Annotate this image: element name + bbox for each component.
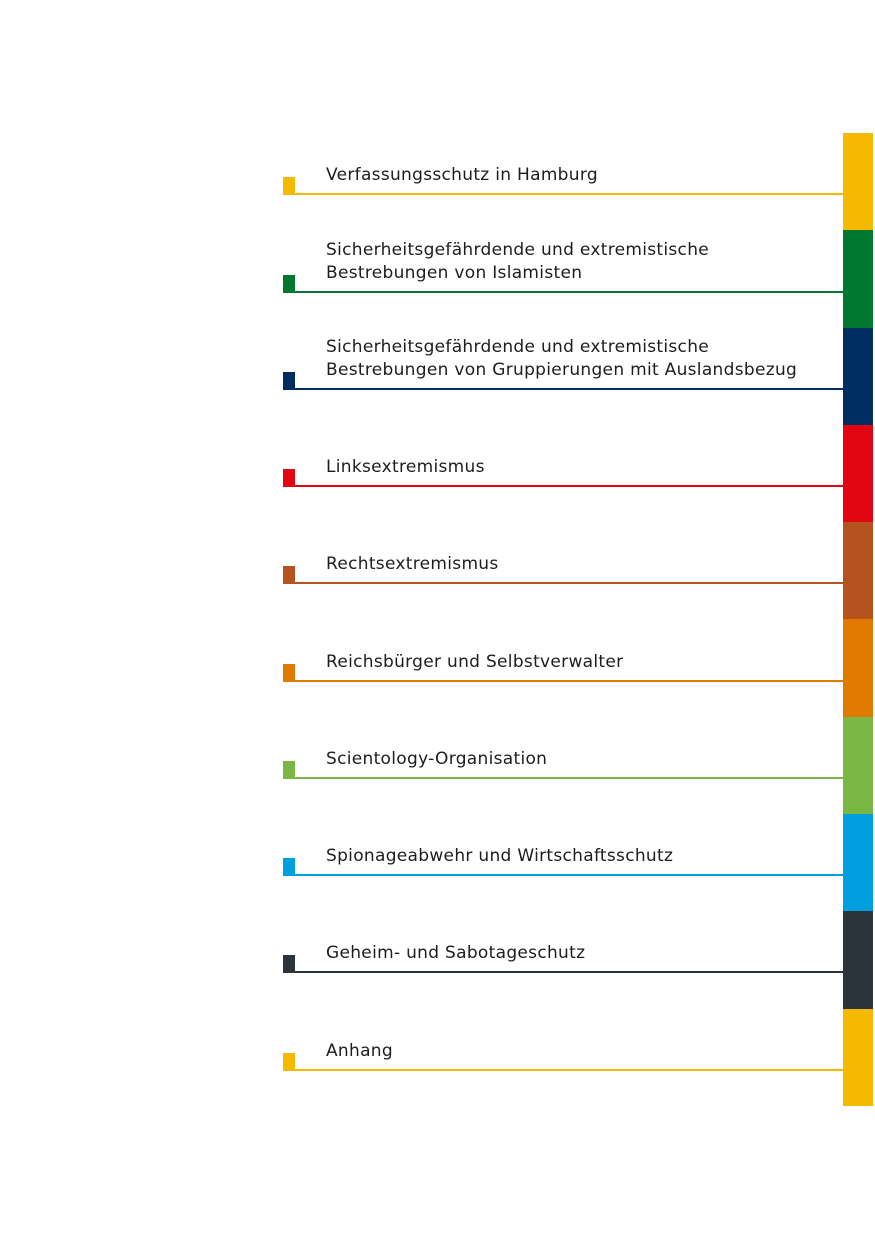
toc-underline — [295, 777, 843, 779]
chapter-tab[interactable] — [843, 230, 873, 327]
toc-entry-reichsbuerger[interactable] — [283, 592, 843, 682]
chapter-tab[interactable] — [843, 133, 873, 230]
toc-entry-label: Linksextremismus — [326, 457, 485, 477]
toc-color-marker — [283, 469, 295, 487]
toc-underline — [295, 291, 843, 293]
toc-color-marker — [283, 566, 295, 584]
toc-entry-scientology[interactable] — [283, 689, 843, 779]
toc-entry-label: Spionageabwehr und Wirtschaftsschutz — [326, 846, 674, 866]
toc-color-marker — [283, 955, 295, 973]
toc-underline — [295, 388, 843, 390]
toc-entry-geheimschutz[interactable] — [283, 883, 843, 973]
chapter-tab[interactable] — [843, 911, 873, 1008]
toc-entry-verfassungsschutz[interactable] — [283, 105, 843, 195]
toc-color-marker — [283, 177, 295, 195]
toc-entry-islamisten[interactable] — [283, 203, 843, 293]
toc-color-marker — [283, 275, 295, 293]
toc-entry-label: Sicherheitsgefährdende und extremistische Bestrebungen von Islamisten — [326, 240, 710, 283]
toc-underline — [295, 582, 843, 584]
toc-entry-label: Reichsbürger und Selbstverwalter — [326, 652, 624, 672]
toc-entry-label: Geheim- und Sabotageschutz — [326, 943, 586, 963]
chapter-tab[interactable] — [843, 328, 873, 425]
toc-entry-label: Anhang — [326, 1041, 393, 1061]
toc-color-marker — [283, 372, 295, 390]
toc-underline — [295, 1069, 843, 1071]
toc-entry-label: Rechtsextremismus — [326, 554, 499, 574]
toc-entry-spionageabwehr[interactable] — [283, 786, 843, 876]
toc-color-marker — [283, 1053, 295, 1071]
toc-color-marker — [283, 664, 295, 682]
toc-entry-auslandsbezug[interactable] — [283, 300, 843, 390]
chapter-tab-strip — [843, 133, 873, 1106]
toc-entry-label: Scientology-Organisation — [326, 749, 548, 769]
toc-underline — [295, 971, 843, 973]
chapter-tab[interactable] — [843, 814, 873, 911]
toc-entry-label: Verfassungsschutz in Hamburg — [326, 165, 598, 185]
toc-entry-linksextremismus[interactable] — [283, 397, 843, 487]
chapter-tab[interactable] — [843, 425, 873, 522]
toc-entry-label: Sicherheitsgefährdende und extremistische Bestrebungen von Gruppierungen mit Auslandsbezug — [326, 337, 798, 380]
chapter-tab[interactable] — [843, 1009, 873, 1106]
toc-color-marker — [283, 858, 295, 876]
toc-underline — [295, 680, 843, 682]
toc-underline — [295, 485, 843, 487]
toc-underline — [295, 874, 843, 876]
chapter-tab[interactable] — [843, 717, 873, 814]
chapter-tab[interactable] — [843, 522, 873, 619]
toc-color-marker — [283, 761, 295, 779]
toc-entry-rechtsextremismus[interactable] — [283, 494, 843, 584]
toc-entry-anhang[interactable] — [283, 981, 843, 1071]
chapter-tab[interactable] — [843, 619, 873, 716]
toc-underline — [295, 193, 843, 195]
